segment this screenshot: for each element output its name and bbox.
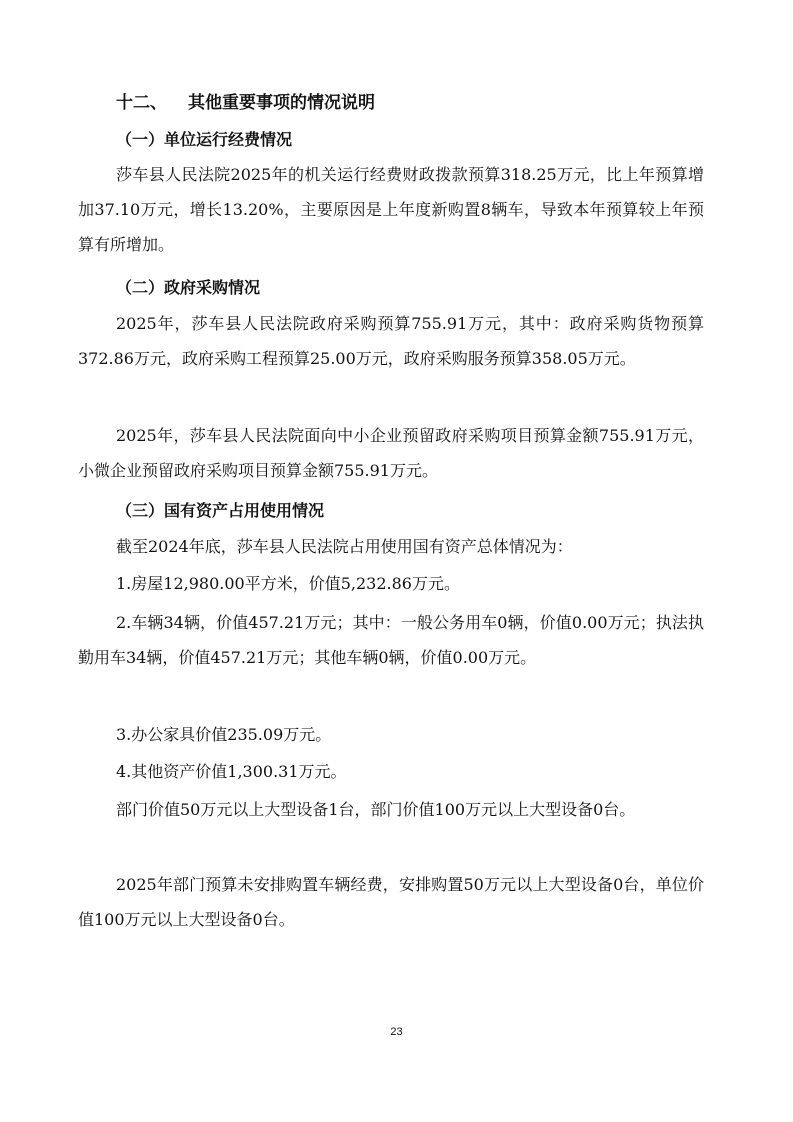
paragraph-procurement-sme: 2025年，莎车县人民法院面向中小企业预留政府采购项目预算金额755.91万元，小微企业预留政府采购项目预算金额755.91万元。 — [78, 426, 704, 480]
list-item-vehicles: 2.车辆34辆，价值457.21万元；其中：一般公务用车0辆，价值0.00万元；执法执勤用车34辆，价值457.21万元；其他车辆0辆，价值0.00万元。 — [78, 613, 704, 667]
paragraph-large-equipment: 部门价值50万元以上大型设备1台，部门价值100万元以上大型设备0台。 — [116, 800, 636, 819]
paragraph-procurement-budget: 2025年，莎车县人民法院政府采购预算755.91万元，其中：政府采购货物预算372.86万元，政府采购工程预算25.00万元，政府采购服务预算358.05万元。 — [78, 314, 704, 368]
subheading-state-assets: （三）国有资产占用使用情况 — [116, 501, 325, 520]
list-item-other-assets: 4.其他资产价值1,300.31万元。 — [116, 762, 347, 781]
section-number: 十二、 — [116, 93, 167, 113]
section-title: 其他重要事项的情况说明 — [188, 93, 375, 113]
paragraph-purchase-plan: 2025年部门预算未安排购置车辆经费，安排购置50万元以上大型设备0台，单位价值100万元以上大型设备0台。 — [78, 875, 704, 929]
subheading-operating-funds: （一）单位运行经费情况 — [116, 130, 293, 149]
section-heading — [116, 88, 375, 113]
subheading-procurement: （二）政府采购情况 — [116, 278, 261, 297]
list-item-buildings: 1.房屋12,980.00平方米，价值5,232.86万元。 — [116, 574, 460, 593]
paragraph-operating-funds: 莎车县人民法院2025年的机关运行经费财政拨款预算318.25万元，比上年预算增加37.10万元，增长13.20%，主要原因是上年度新购置8辆车，导致本年预算较上年预算有所增加。 — [78, 165, 704, 254]
list-item-furniture: 3.办公家具价值235.09万元。 — [116, 725, 332, 744]
paragraph-assets-intro: 截至2024年底，莎车县人民法院占用使用国有资产总体情况为： — [116, 537, 573, 556]
page-number: 23 — [390, 1026, 403, 1038]
